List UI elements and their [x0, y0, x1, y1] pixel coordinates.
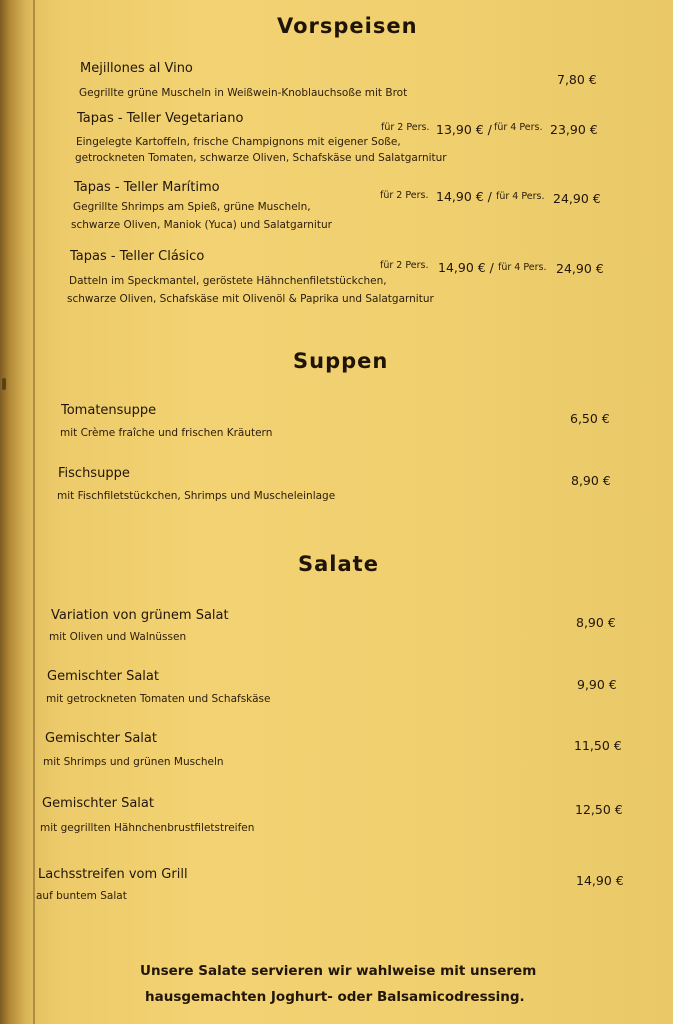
- menu-item-price: 11,50 €: [574, 738, 622, 753]
- menu-item-desc: mit Shrimps und grünen Muscheln: [43, 756, 224, 768]
- price-label-4-persons: für 4 Pers.: [496, 191, 545, 202]
- price-2-persons: 14,90 € /: [436, 189, 492, 204]
- menu-item-desc: mit Crème fraîche und frischen Kräutern: [60, 427, 273, 439]
- price-2-persons: 14,90 € /: [438, 260, 494, 275]
- menu-item-price: 14,90 €: [576, 873, 624, 888]
- price-4-persons: 24,90 €: [556, 261, 604, 276]
- price-2-persons: 13,90 € /: [436, 122, 492, 137]
- page-fold: [33, 0, 35, 1024]
- menu-item-name: Variation von grünem Salat: [51, 608, 229, 623]
- menu-item-name: Gemischter Salat: [45, 731, 157, 746]
- menu-item-name: Tapas - Teller Vegetariano: [77, 111, 244, 126]
- price-label-2-persons: für 2 Pers.: [380, 260, 429, 271]
- section-title-vorspeisen: Vorspeisen: [277, 14, 418, 38]
- menu-item-price: 9,90 €: [577, 677, 617, 692]
- menu-item-desc: mit Fischfiletstückchen, Shrimps und Muscheleinlage: [57, 490, 336, 502]
- menu-item-price: 7,80 €: [557, 72, 597, 87]
- menu-item-desc: Eingelegte Kartoffeln, frische Champignons mit eigener Soße,: [76, 136, 401, 148]
- menu-item-desc: mit getrockneten Tomaten und Schafskäse: [46, 693, 271, 705]
- menu-item-price: 8,90 €: [571, 473, 611, 488]
- price-label-2-persons: für 2 Pers.: [381, 122, 430, 133]
- menu-item-desc: schwarze Oliven, Maniok (Yuca) und Salatgarnitur: [71, 219, 332, 231]
- menu-item-desc: Gegrillte Shrimps am Spieß, grüne Muscheln,: [73, 201, 311, 213]
- price-label-4-persons: für 4 Pers.: [494, 122, 543, 133]
- menu-item-desc: getrockneten Tomaten, schwarze Oliven, Schafskäse und Salatgarnitur: [75, 152, 447, 164]
- menu-item-price: 8,90 €: [576, 615, 616, 630]
- menu-item-desc: Gegrillte grüne Muscheln in Weißwein-Knoblauchsoße mit Brot: [79, 87, 408, 99]
- menu-item-name: Mejillones al Vino: [80, 61, 193, 76]
- menu-item-name: Lachsstreifen vom Grill: [38, 867, 188, 882]
- price-label-2-persons: für 2 Pers.: [380, 190, 429, 201]
- dressing-note-line-1: Unsere Salate servieren wir wahlweise mit unserem: [140, 963, 537, 979]
- menu-item-price: 6,50 €: [570, 411, 610, 426]
- menu-item-desc: mit Oliven und Walnüssen: [49, 631, 187, 643]
- section-title-salate: Salate: [298, 552, 379, 576]
- menu-item-name: Tapas - Teller Marítimo: [74, 180, 220, 195]
- menu-item-desc: mit gegrillten Hähnchenbrustfiletstreifen: [40, 822, 255, 834]
- binding-clip: [2, 378, 6, 390]
- price-label-4-persons: für 4 Pers.: [498, 262, 547, 273]
- menu-item-price: 12,50 €: [575, 802, 623, 817]
- menu-item-desc: Datteln im Speckmantel, geröstete Hähnchenfiletstückchen,: [69, 275, 387, 287]
- menu-item-name: Tapas - Teller Clásico: [70, 249, 205, 264]
- menu-binding: [0, 0, 36, 1024]
- price-4-persons: 24,90 €: [553, 191, 601, 206]
- dressing-note-line-2: hausgemachten Joghurt- oder Balsamicodressing.: [145, 989, 525, 1005]
- menu-item-name: Gemischter Salat: [47, 669, 159, 684]
- menu-item-name: Gemischter Salat: [42, 796, 154, 811]
- menu-item-desc: auf buntem Salat: [36, 890, 127, 902]
- menu-item-name: Fischsuppe: [58, 466, 130, 481]
- menu-item-desc: schwarze Oliven, Schafskäse mit Olivenöl & Paprika und Salatgarnitur: [67, 293, 434, 305]
- price-4-persons: 23,90 €: [550, 122, 598, 137]
- menu-item-name: Tomatensuppe: [61, 403, 157, 418]
- section-title-suppen: Suppen: [293, 349, 389, 373]
